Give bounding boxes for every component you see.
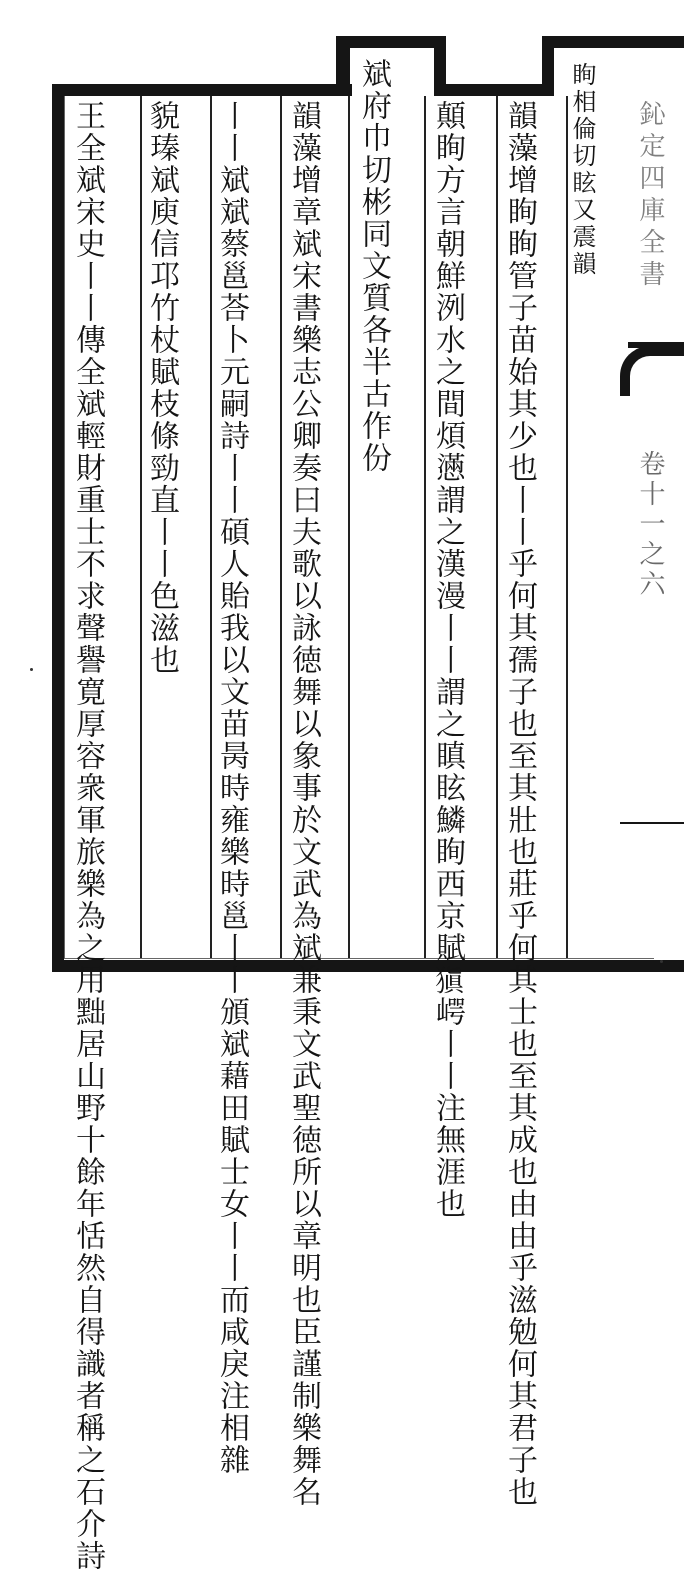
- frame-step-b-top: [434, 84, 554, 96]
- column-rule: [280, 96, 282, 958]
- speck: [660, 960, 663, 963]
- column-4: 斌府巾切彬同文質各半古作份: [356, 58, 391, 474]
- column-5: 韻藻增章斌宋書樂志公卿奏曰夫歌以詠徳舞以象事於文武為斌兼秉文武聖徳所以章明也臣謹制樂舞名: [286, 100, 321, 1508]
- inner-bottom-line: [64, 958, 654, 959]
- inner-border-line: [64, 96, 65, 958]
- column-rule: [496, 96, 498, 958]
- column-rule: [210, 96, 212, 958]
- column-6: 丨丨斌斌蔡邕荅卜元嗣詩丨丨碩人貽我以文苗昺時雍樂時邕丨丨頒斌藉田賦士女丨丨而咸戾注相雜: [214, 100, 249, 1476]
- column-1: 眴相倫切眩又震韻: [568, 62, 596, 278]
- margin-section: 卷十一之六: [635, 450, 665, 600]
- column-rule: [140, 96, 142, 958]
- column-rule: [424, 96, 426, 958]
- fish-tail-line: [628, 342, 684, 348]
- column-rule: [348, 96, 350, 958]
- column-3: 顛眴方言朝鮮洌水之間煩懣謂之漢漫丨丨謂之瞋眩鱗眴西京賦𤠶崿丨丨注無涯也: [430, 100, 465, 1220]
- frame-step-c-top: [542, 36, 684, 48]
- speck: [30, 668, 33, 671]
- column-2: 韻藻增眴眴管子苗始其少也丨丨乎何其孺子也至其壯也莊乎何其士也至其成也由由乎滋勉何其君子也: [502, 100, 537, 1508]
- column-8: 貌瑧斌庾信邛竹杖賦枝條勁直丨丨色滋也: [144, 100, 179, 676]
- frame-step-a-top: [336, 36, 446, 48]
- fish-tail-mark: [620, 346, 684, 396]
- margin-rule: [620, 822, 684, 824]
- column-9: 王全斌宋史丨丨傳全斌輕財重士不求聲譽寛厚容衆軍旅樂為之用黜居山野十餘年恬然自得識者稱之石介詩: [70, 100, 105, 1572]
- frame-top-border: [52, 84, 352, 96]
- margin-title: 鈊定四庫全書: [635, 100, 665, 292]
